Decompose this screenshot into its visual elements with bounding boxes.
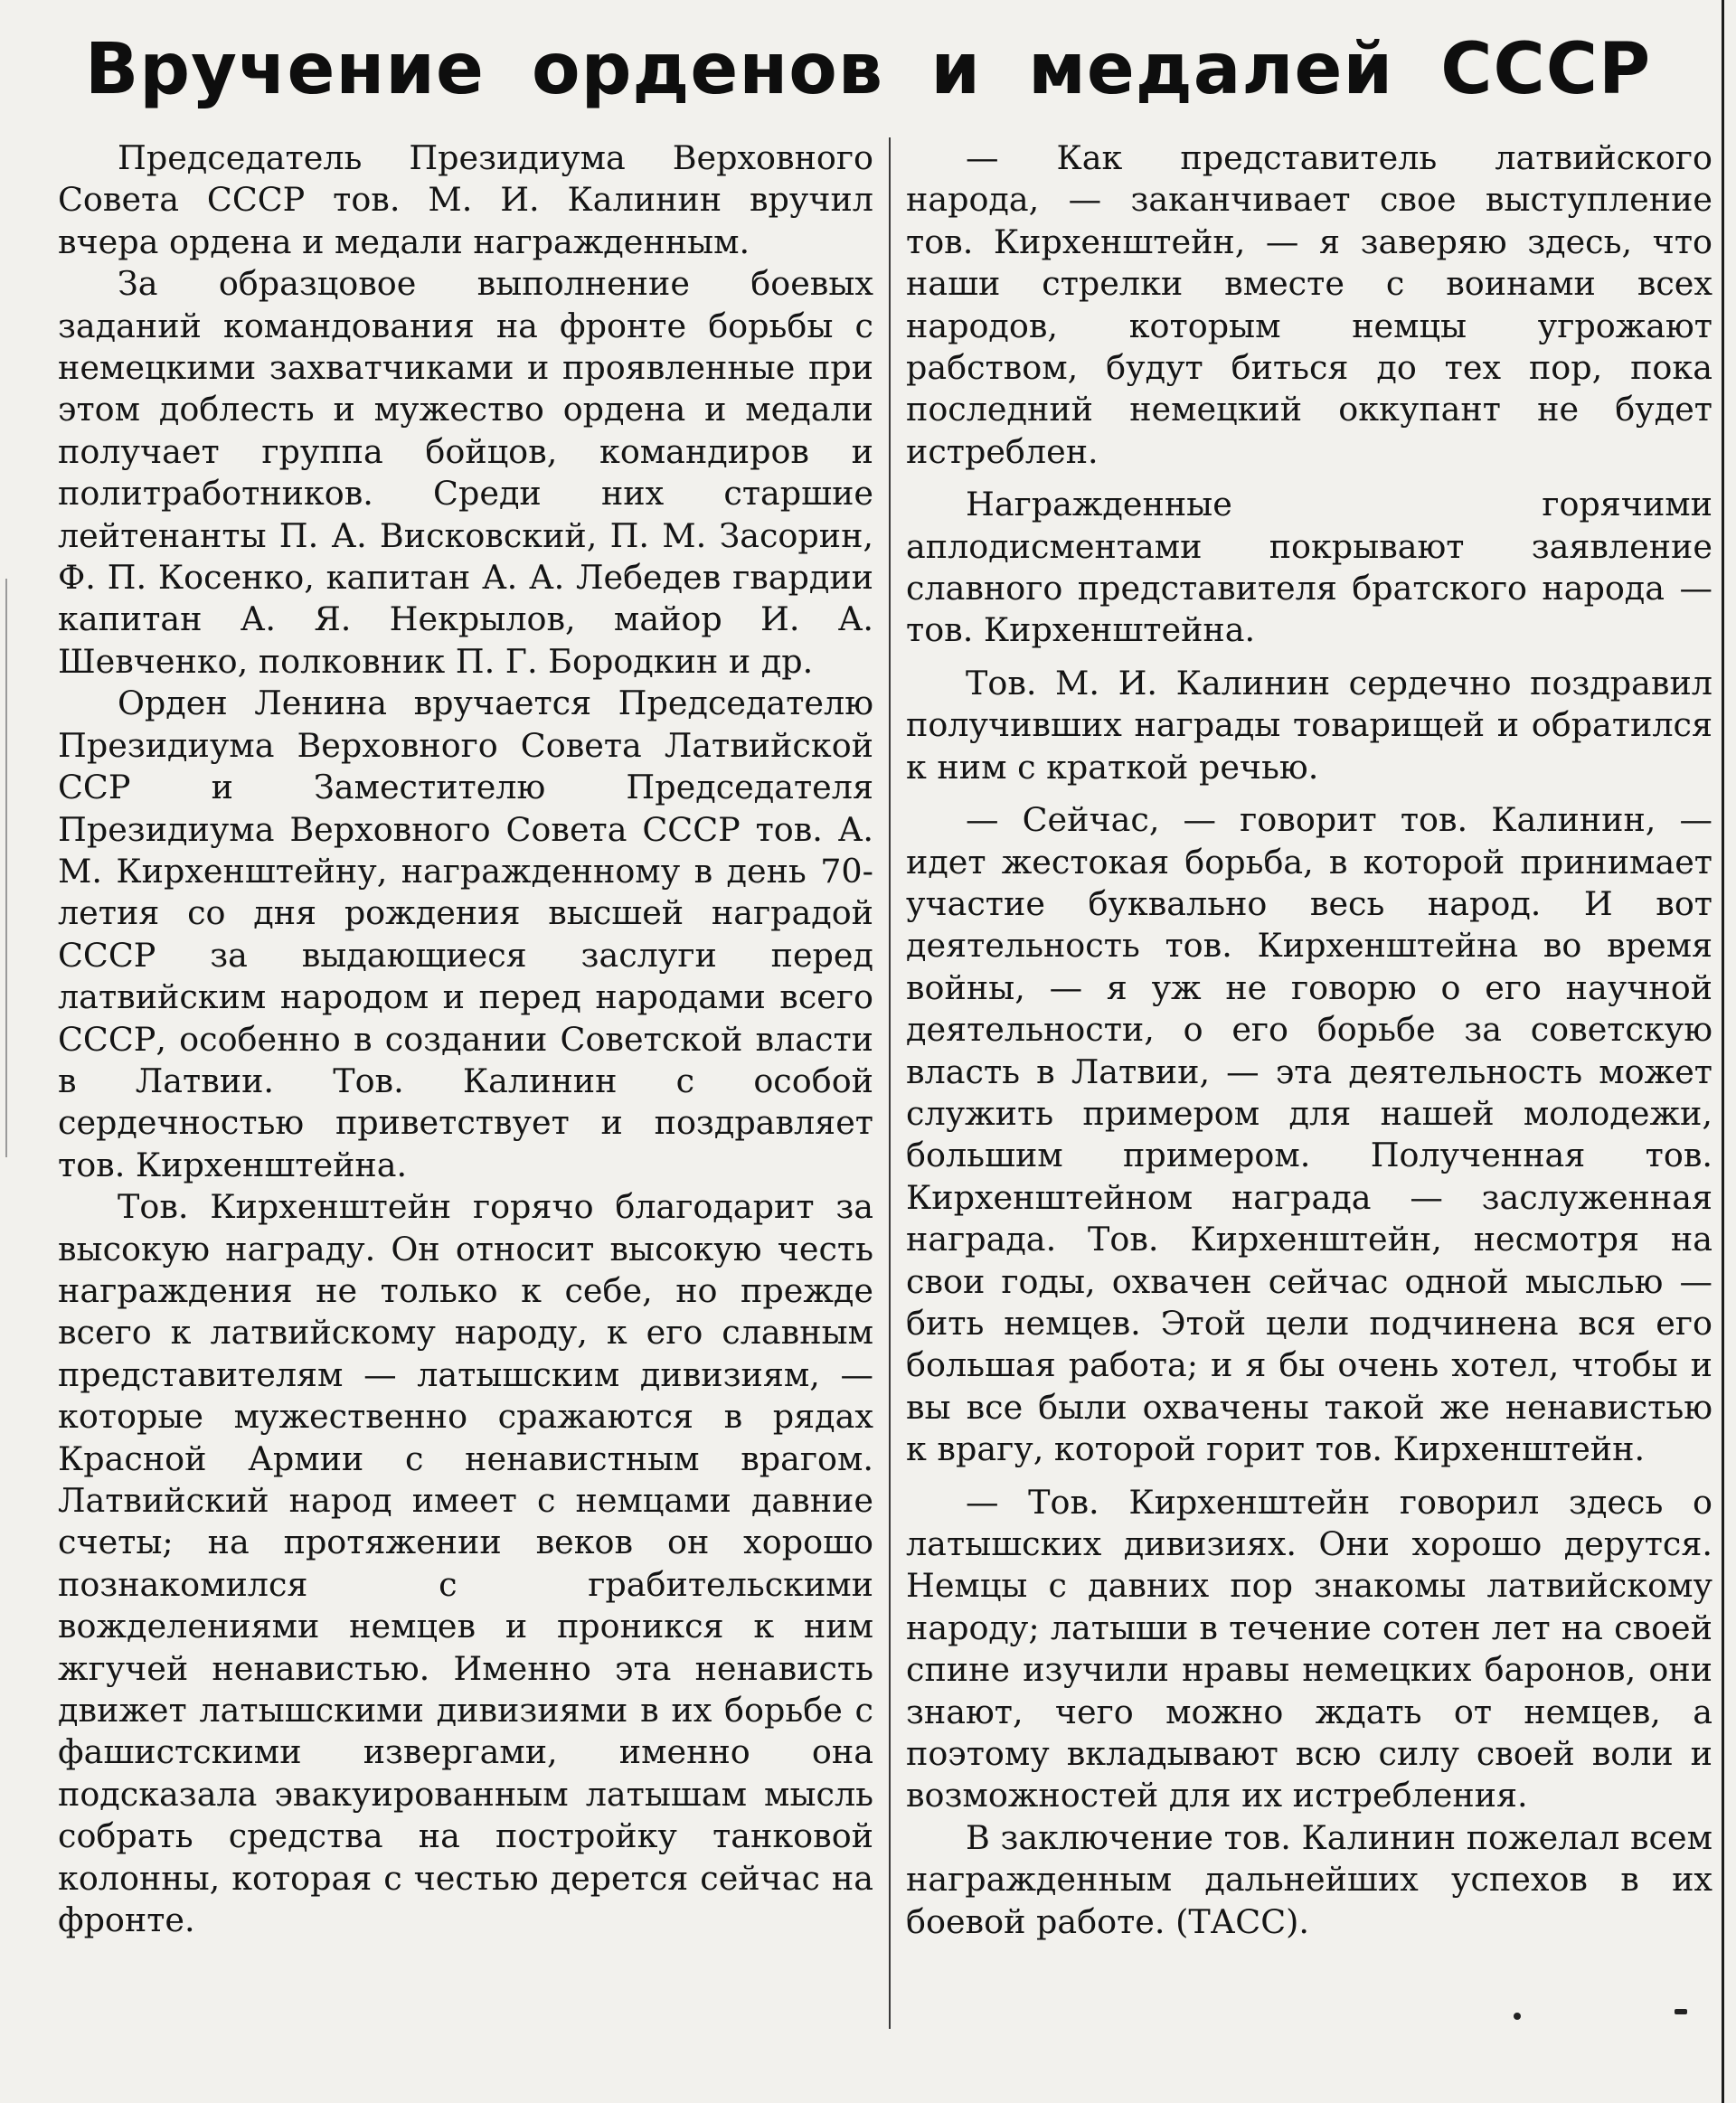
paragraph: Орден Ленина вручается Председателю Президиума Верховного Совета Латвийской ССР и Заместителю Председателя Президиума Верховного Совета СССР тов. А. М. Кирхенштейну, награжденному в день 70-летия со дня рождения высшей наградой СССР за выдающиеся заслуги перед латвийским народом и перед народами всего СССР, особенно в создании Советской власти в Латвии. Тов. Калинин с особой сердечностью приветствует и поздравляет тов. Кирхенштейна. [58, 684, 873, 1184]
paragraph: — Как представитель латвийского народа, — заканчивает свое выступление тов. Кирхенштейн, — я заверяю здесь, что наши стрелки вместе с воинами всех народов, которым немцы угрожают рабством, будут биться до тех пор, пока последний немецкий оккупант не будет истреблен. [906, 138, 1712, 471]
paragraph: За образцовое выполнение боевых заданий командования на фронте борьбы с немецкими захватчиками и проявленные при этом доблесть и мужество ордена и медали получает группа бойцов, командиров и политработников. Среди них старшие лейтенанты П. А. Висковский, П. М. Засорин, Ф. П. Косенко, капитан А. А. Лебедев гвардии капитан А. Я. Некрылов, майор И. А. Шевченко, полковник П. Г. Бородкин и др. [58, 264, 873, 681]
paragraph: Председатель Президиума Верховного Совета СССР тов. М. И. Калинин вручил вчера ордена и медали награжденным. [58, 138, 873, 261]
paragraph: Тов. М. И. Калинин сердечно поздравил получивших награды товарищей и обратился к ним с краткой речью. [906, 663, 1712, 787]
paragraph: Тов. Кирхенштейн горячо благодарит за высокую награду. Он относит высокую честь награждения не только к себе, но прежде всего к латвийскому народу, к его славным представителям — латышским дивизиям, — которые мужественно сражаются в рядах Красной Армии с ненавистным врагом. Латвийский народ имеет с немцами давние счеты; на протяжении веков он хорошо познакомился с грабительскими вожделениями немцев и проникся к ним жгучей ненавистью. Именно эта ненависть движет латышскими дивизиями в их борьбе с фашистскими извергами, именно она подсказала эвакуированным латышам мысль собрать средства на постройку танковой колонны, которая с честью дерется сейчас на фронте. [58, 1187, 873, 1940]
paragraph: Награжденные горячими аплодисментами покрывают заявление славного представителя братского народа — тов. Кирхенштейна. [906, 485, 1712, 650]
article-headline: Вручение орденов и медалей СССР [84, 29, 1652, 110]
page-edge-shadow [5, 579, 7, 1157]
right-column [906, 137, 1712, 1943]
print-speck [1514, 2013, 1521, 2020]
print-speck [1675, 2009, 1687, 2014]
column-divider [889, 137, 891, 2029]
paragraph: — Тов. Кирхенштейн говорил здесь о латышских дивизиях. Они хорошо дерутся. Немцы с давних пор знакомы латвийскому народу; латыши в течение сотен лет на своей спине изучили нравы немецких баронов, они знают, чего можно ждать от немцев, а поэтому вкладывают всю силу своей воли и возможностей для их истребления. [906, 1482, 1712, 1815]
page-edge-rule [1722, 0, 1724, 2103]
left-column [58, 137, 873, 1941]
paragraph: В заключение тов. Калинин пожелал всем награжденным дальнейших успехов в их боевой работе. (ТАСС). [906, 1817, 1712, 1941]
paragraph: — Сейчас, — говорит тов. Калинин, — идет жестокая борьба, в которой принимает участие буквально весь народ. И вот деятельность тов. Кирхенштейна во время войны, — я уж не говорю о его научной деятельности, о его борьбе за советскую власть в Латвии, — эта деятельность может служить примером для нашей молодежи, большим примером. Полученная тов. Кирхенштейном награда — заслуженная награда. Тов. Кирхенштейн, несмотря на свои годы, охвачен сейчас одной мыслью — бить немцев. Этой цели подчинена вся его большая работа; и я бы очень хотел, чтобы и вы все были охвачены такой же ненавистью к врагу, которой горит тов. Кирхенштейн. [906, 800, 1712, 1469]
